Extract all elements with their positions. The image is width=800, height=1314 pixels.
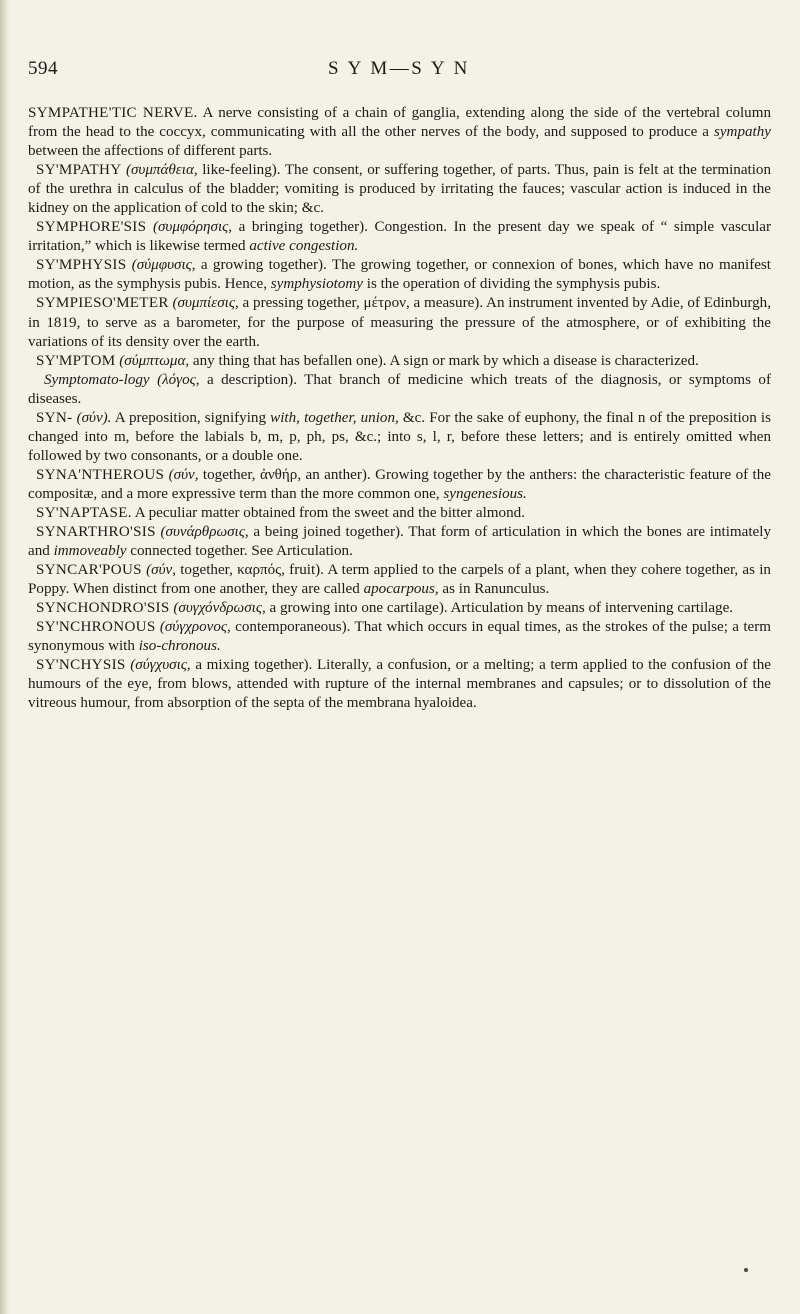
greek-etymology: (σύμπτωμα, xyxy=(119,352,190,369)
page-header xyxy=(28,58,768,82)
italic-term: sympathy xyxy=(713,124,771,141)
headword: SYMPATHE'TIC NERVE. xyxy=(28,105,198,121)
entry-syn xyxy=(28,409,771,466)
headword: SYNA'NTHEROUS xyxy=(36,466,165,483)
headword: SY'MPTOM xyxy=(36,352,116,369)
definition: A peculiar matter obtained from the sweet and the bitter almond. xyxy=(131,504,525,521)
definition-tail: is the operation of dividing the symphysis pubis. xyxy=(362,276,661,293)
definition: any thing that has befallen one). A sign or mark by which a disease is characterized. xyxy=(189,352,699,369)
running-head: S Y M—S Y N xyxy=(328,58,470,79)
entry-symptom xyxy=(28,352,771,371)
definition: a growing together). The growing together, or connexion of bones, which have no manifest motion, as the symphysis pubis. Hence, xyxy=(28,257,771,293)
headword: SYNCHONDRO'SIS xyxy=(36,600,170,617)
entry-synarthrosis xyxy=(28,523,771,561)
greek-etymology: (σύν, xyxy=(168,466,199,483)
entry-symphoresis xyxy=(28,218,771,256)
greek-etymology: (συγχόνδρωσις, xyxy=(173,600,266,617)
definition: together, καρπός, fruit). A term applied to the carpels of a plant, when they cohere together, as in Poppy. When distinct from one another, they are called xyxy=(28,562,771,598)
definition-tail: between the affections of different parts. xyxy=(28,143,273,160)
greek-etymology: (συνάρθρωσις, xyxy=(160,524,249,541)
definition: a mixing together). Literally, a confusion, or a melting; a term applied to the confusion of the humours of the eye, from blows, attended with rupture of the internal membranes and capsules; or to dissolution of the vitreous humour, from absorption of the septa of the membrana hyaloidea. xyxy=(28,657,771,712)
greek-etymology: (συμπίεσις, xyxy=(172,295,239,312)
headword: SY'NCHRONOUS xyxy=(36,619,156,636)
italic-term: syngenesious. xyxy=(443,485,527,502)
ink-speck xyxy=(744,1268,748,1272)
headword: SYNARTHRO'SIS xyxy=(36,524,156,541)
greek-etymology: (σύμφυσις, xyxy=(131,257,196,274)
definition: A nerve consisting of a chain of ganglia, extending along the side of the vertebral column from the head to the coccyx, communicating with all the other nerves of the body, and supposed to produce a xyxy=(28,105,771,141)
greek-etymology: (λόγος, xyxy=(157,371,200,388)
entry-sympathetic-nerve xyxy=(28,104,771,161)
greek-etymology: (συμπάθεια, xyxy=(125,162,198,179)
italic-term: apocarpous, xyxy=(363,581,439,598)
entry-synantherous xyxy=(28,466,771,504)
definition: together, ἀνθήρ, an anther). Growing together by the anthers: the characteristic feature of the compositæ, and a more expressive term than the more common one, xyxy=(28,466,771,502)
sub-headword: Symptomato-logy xyxy=(44,371,150,388)
headword: SY'NCHYSIS xyxy=(36,657,126,674)
definition: A preposition, signifying xyxy=(111,409,271,426)
headword: SY'MPHYSIS xyxy=(36,257,127,274)
greek-etymology: (σύγχυσις, xyxy=(130,657,191,674)
dictionary-column xyxy=(28,104,771,714)
greek-etymology: (σύγχρονος, xyxy=(159,619,231,636)
greek-etymology: (σύν). xyxy=(76,409,112,426)
definition: contemporaneous). That which occurs in equal times, as the strokes of the pulse; a term synonymous with xyxy=(28,619,771,655)
headword: SY'NAPTASE. xyxy=(36,504,132,521)
entry-symphysis xyxy=(28,256,771,294)
definition: a bringing together). Congestion. In the present day we speak of “ simple vascular irritation,” which is likewise termed xyxy=(28,219,771,255)
entry-synaptase xyxy=(28,504,771,523)
entry-syncarpous xyxy=(28,561,771,599)
definition-tail: as in Ranunculus. xyxy=(438,581,550,598)
italic-term: active congestion. xyxy=(249,238,359,255)
entry-synchronous xyxy=(28,618,771,656)
headword: SY'MPATHY xyxy=(36,162,122,179)
headword: SYNCAR'POUS xyxy=(36,562,142,579)
entry-synchysis xyxy=(28,656,771,713)
italic-term: iso-chronous. xyxy=(138,638,221,655)
italic-term: immoveably xyxy=(53,543,127,560)
headword: SYMPHORE'SIS xyxy=(36,219,147,236)
definition-tail: &c. For the sake of euphony, the final n of the preposition is changed into m, before the labials b, m, p, ph, ps, &c.; into s, l, r, before these letters; and is entirely omitted when followed by two consonants, or a double one. xyxy=(28,409,771,464)
greek-etymology: (σύν, xyxy=(146,562,176,579)
page-gutter-edge xyxy=(0,0,10,1314)
definition: a being joined together). That form of articulation in which the bones are intimately and xyxy=(28,524,771,560)
entry-sympathy xyxy=(28,161,771,218)
entry-sympiesometer xyxy=(28,294,771,351)
definition: a growing into one cartilage). Articulation by means of intervening cartilage. xyxy=(265,600,734,617)
page-number: 594 xyxy=(28,58,58,79)
definition: a description). That branch of medicine which treats of the diagnosis, or symptoms of diseases. xyxy=(28,371,771,407)
definition: a pressing together, μέτρον, a measure). An instrument invented by Adie, of Edinburgh, in 1819, to serve as a barometer, for the purpose of measuring the pressure of the atmosphere, or of exhibiting the variations of its density over the earth. xyxy=(28,295,771,350)
italic-term: with, together, union, xyxy=(270,409,399,426)
definition-tail: connected together. See Articulation. xyxy=(126,543,353,560)
entry-symptomatology xyxy=(28,371,771,409)
greek-etymology: (συμφόρησις, xyxy=(152,219,233,236)
italic-term: symphysiotomy xyxy=(270,276,363,293)
headword: SYN- xyxy=(36,409,73,426)
headword: SYMPIESO'METER xyxy=(36,295,169,312)
entry-synchondrosis xyxy=(28,599,771,618)
definition: like-feeling). The consent, or suffering together, of parts. Thus, pain is felt at the termination of the urethra in calculus of the bladder; vomiting is produced by irritating the fauces; vascular action is induced in the kidney on the application of cold to the skin; &c. xyxy=(28,162,771,217)
